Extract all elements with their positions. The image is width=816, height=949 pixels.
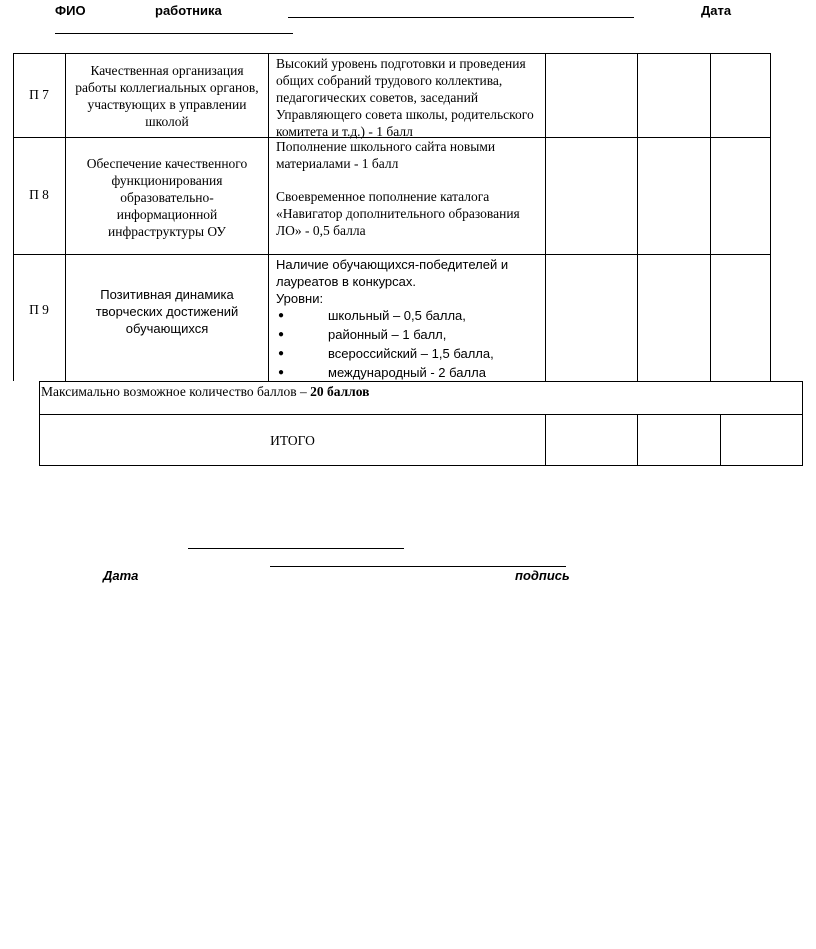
table-row <box>13 86 65 103</box>
table-border <box>802 381 803 466</box>
criterion-text: Обеспечение качественного функционирования образовательно-информационной инфраструктуры ОУ <box>86 156 248 239</box>
score-cell[interactable] <box>638 255 709 380</box>
score-cell[interactable] <box>638 138 709 253</box>
total-score-cell[interactable] <box>721 415 801 464</box>
score-cell[interactable] <box>546 138 636 253</box>
indicator-text: Пополнение школьного сайта новыми материалами - 1 балл <box>276 139 496 171</box>
score-cell[interactable] <box>711 255 769 380</box>
header-date-line[interactable] <box>55 33 293 34</box>
score-cell[interactable] <box>711 54 769 136</box>
indicator-text: Высокий уровень подготовки и проведения общих собраний трудового коллектива, педагогических советов, заседаний Управляющего совета школы, родительского комитета и т.д.) - 1 балл <box>276 56 534 139</box>
total-score-cell[interactable] <box>546 415 636 464</box>
total-score-cell[interactable] <box>638 415 719 464</box>
criterion-text: Позитивная динамика творческих достижений обучающихся <box>95 287 239 336</box>
max-score-value: 20 баллов <box>310 384 370 399</box>
table-row <box>13 186 65 203</box>
table-border <box>39 465 802 466</box>
bullet-icon: ● <box>278 310 285 321</box>
criterion-text: Качественная организация работы коллегиальных органов, участвующих в управлении школой <box>75 63 259 129</box>
row-code: П 8 <box>29 187 49 202</box>
column-divider <box>268 53 269 381</box>
list-item: всероссийский – 1,5 балла, <box>328 346 494 361</box>
list-item: международный - 2 балла <box>328 365 486 380</box>
total-label: ИТОГО <box>270 433 315 448</box>
employee-name-line[interactable] <box>288 17 634 18</box>
table-border <box>770 53 771 381</box>
list-item: школьный – 0,5 балла, <box>328 308 466 323</box>
employee-label: работника <box>155 3 222 18</box>
max-score-prefix: Максимально возможное количество баллов – <box>41 384 311 399</box>
bullet-icon: ● <box>278 329 285 340</box>
footer-date-label: Дата <box>103 568 139 583</box>
table-row <box>13 301 65 318</box>
row-code: П 7 <box>29 87 49 102</box>
fio-label: ФИО <box>55 3 86 18</box>
date-header-label: Дата <box>701 3 732 18</box>
footer-date-line[interactable] <box>188 548 404 549</box>
score-cell[interactable] <box>546 54 636 136</box>
list-item: районный – 1 балл, <box>328 327 447 342</box>
column-divider <box>65 53 66 381</box>
table-border <box>39 381 40 466</box>
signature-label: подпись <box>515 568 570 583</box>
levels-label: Уровни: <box>276 291 324 306</box>
row-code: П 9 <box>29 302 49 317</box>
score-cell[interactable] <box>546 255 636 380</box>
bullet-icon: ● <box>278 348 285 359</box>
indicator-text: Своевременное пополнение каталога «Навигатор дополнительного образования ЛО» - 0,5 балла <box>276 189 520 238</box>
table-border <box>39 381 802 382</box>
bullet-icon: ● <box>278 367 285 378</box>
score-cell[interactable] <box>711 138 769 253</box>
score-cell[interactable] <box>638 54 709 136</box>
indicator-text: Наличие обучающихся-победителей и лауреатов в конкурсах. <box>276 257 509 289</box>
max-score-text <box>41 383 369 400</box>
